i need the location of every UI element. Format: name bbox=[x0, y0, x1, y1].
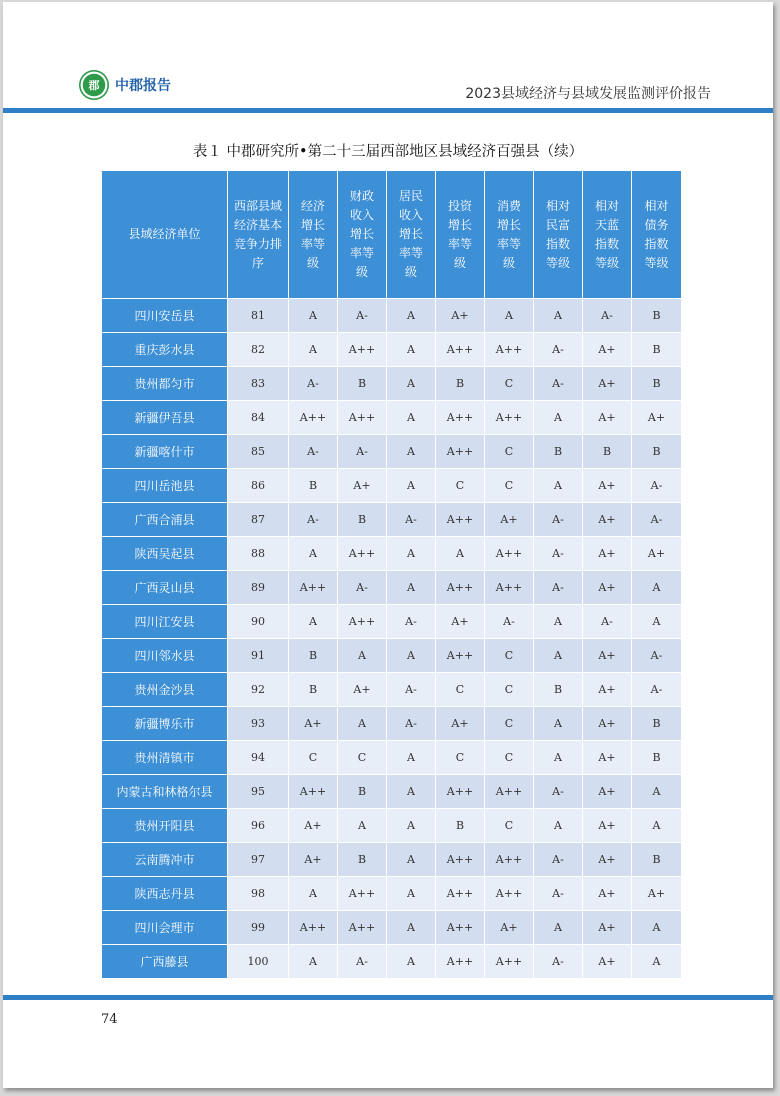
grade-cell: A bbox=[387, 299, 436, 333]
grade-cell: A bbox=[289, 537, 338, 571]
column-header: 财政收入增长率等级 bbox=[338, 171, 387, 299]
grade-cell: C bbox=[289, 741, 338, 775]
grade-cell: A bbox=[289, 605, 338, 639]
grade-cell: A++ bbox=[289, 401, 338, 435]
grade-cell: A+ bbox=[583, 639, 632, 673]
column-header: 相对天蓝指数等级 bbox=[583, 171, 632, 299]
grade-cell: A++ bbox=[485, 775, 534, 809]
grade-cell: B bbox=[534, 435, 583, 469]
grade-cell: A- bbox=[534, 945, 583, 979]
grade-cell: A++ bbox=[338, 877, 387, 911]
grade-cell: A+ bbox=[583, 469, 632, 503]
grade-cell: A bbox=[534, 605, 583, 639]
grade-cell: A++ bbox=[436, 571, 485, 605]
county-name-cell: 四川安岳县 bbox=[102, 299, 228, 333]
grade-cell: A- bbox=[338, 435, 387, 469]
grade-cell: A+ bbox=[583, 809, 632, 843]
table-row bbox=[102, 333, 682, 367]
grade-cell: A- bbox=[632, 639, 682, 673]
grade-cell: A bbox=[387, 775, 436, 809]
column-header: 县域经济单位 bbox=[102, 171, 228, 299]
rank-cell: 84 bbox=[228, 401, 289, 435]
grade-cell: C bbox=[485, 367, 534, 401]
grade-cell: A bbox=[534, 469, 583, 503]
county-name-cell: 广西合浦县 bbox=[102, 503, 228, 537]
grade-cell: A bbox=[632, 809, 682, 843]
grade-cell: A- bbox=[338, 571, 387, 605]
table-body bbox=[102, 299, 682, 979]
rank-cell: 87 bbox=[228, 503, 289, 537]
rank-cell: 88 bbox=[228, 537, 289, 571]
county-name-cell: 贵州清镇市 bbox=[102, 741, 228, 775]
grade-cell: B bbox=[534, 673, 583, 707]
grade-cell: A++ bbox=[436, 503, 485, 537]
rank-cell: 95 bbox=[228, 775, 289, 809]
grade-cell: A- bbox=[534, 537, 583, 571]
table-row bbox=[102, 809, 682, 843]
county-name-cell: 新疆博乐市 bbox=[102, 707, 228, 741]
county-name-cell: 陕西吴起县 bbox=[102, 537, 228, 571]
grade-cell: A+ bbox=[632, 537, 682, 571]
grade-cell: A+ bbox=[583, 673, 632, 707]
grade-cell: A bbox=[289, 945, 338, 979]
grade-cell: A+ bbox=[583, 911, 632, 945]
logo-seal-char: 郡 bbox=[88, 79, 100, 92]
page-number: 74 bbox=[101, 1012, 118, 1027]
county-name-cell: 陕西志丹县 bbox=[102, 877, 228, 911]
report-page bbox=[3, 2, 773, 1088]
grade-cell: C bbox=[338, 741, 387, 775]
grade-cell: A+ bbox=[632, 877, 682, 911]
grade-cell: B bbox=[338, 367, 387, 401]
table-header-row bbox=[102, 171, 682, 299]
grade-cell: A- bbox=[632, 469, 682, 503]
grade-cell: A- bbox=[485, 605, 534, 639]
grade-cell: A- bbox=[289, 367, 338, 401]
grade-cell: A++ bbox=[436, 435, 485, 469]
table-row bbox=[102, 877, 682, 911]
table-row bbox=[102, 469, 682, 503]
grade-cell: A++ bbox=[338, 537, 387, 571]
grade-cell: A- bbox=[534, 333, 583, 367]
grade-cell: A++ bbox=[485, 877, 534, 911]
grade-cell: A bbox=[632, 571, 682, 605]
grade-cell: A++ bbox=[436, 911, 485, 945]
grade-cell: A+ bbox=[583, 537, 632, 571]
grade-cell: B bbox=[338, 843, 387, 877]
grade-cell: A bbox=[534, 809, 583, 843]
grade-cell: A+ bbox=[338, 673, 387, 707]
grade-cell: A bbox=[387, 435, 436, 469]
table-row bbox=[102, 503, 682, 537]
grade-cell: A+ bbox=[583, 401, 632, 435]
report-header-title: 2023县域经济与县域发展监测评价报告 bbox=[465, 86, 711, 102]
grade-cell: A++ bbox=[338, 401, 387, 435]
grade-cell: A bbox=[289, 877, 338, 911]
grade-cell: A++ bbox=[289, 911, 338, 945]
grade-cell: A++ bbox=[436, 401, 485, 435]
table-row bbox=[102, 775, 682, 809]
grade-cell: A bbox=[534, 401, 583, 435]
grade-cell: A bbox=[534, 639, 583, 673]
grade-cell: A- bbox=[387, 673, 436, 707]
grade-cell: A+ bbox=[289, 843, 338, 877]
grade-cell: A+ bbox=[583, 741, 632, 775]
grade-cell: A++ bbox=[338, 605, 387, 639]
grade-cell: A+ bbox=[583, 571, 632, 605]
county-name-cell: 新疆喀什市 bbox=[102, 435, 228, 469]
grade-cell: A++ bbox=[485, 333, 534, 367]
rank-cell: 91 bbox=[228, 639, 289, 673]
grade-cell: A++ bbox=[485, 571, 534, 605]
grade-cell: C bbox=[485, 435, 534, 469]
grade-cell: B bbox=[583, 435, 632, 469]
grade-cell: A+ bbox=[583, 503, 632, 537]
county-name-cell: 四川邻水县 bbox=[102, 639, 228, 673]
rank-cell: 98 bbox=[228, 877, 289, 911]
grade-cell: A- bbox=[534, 775, 583, 809]
grade-cell: C bbox=[485, 707, 534, 741]
table-row bbox=[102, 571, 682, 605]
county-name-cell: 新疆伊吾县 bbox=[102, 401, 228, 435]
grade-cell: A++ bbox=[485, 843, 534, 877]
grade-cell: A bbox=[632, 775, 682, 809]
grade-cell: A++ bbox=[485, 401, 534, 435]
column-header: 经济增长率等级 bbox=[289, 171, 338, 299]
grade-cell: A- bbox=[387, 707, 436, 741]
county-name-cell: 四川会理市 bbox=[102, 911, 228, 945]
grade-cell: A bbox=[387, 401, 436, 435]
grade-cell: A bbox=[338, 639, 387, 673]
grade-cell: A+ bbox=[436, 299, 485, 333]
rank-cell: 100 bbox=[228, 945, 289, 979]
county-name-cell: 云南腾冲市 bbox=[102, 843, 228, 877]
grade-cell: A bbox=[387, 945, 436, 979]
rank-cell: 81 bbox=[228, 299, 289, 333]
grade-cell: A+ bbox=[583, 843, 632, 877]
rank-cell: 99 bbox=[228, 911, 289, 945]
grade-cell: A+ bbox=[436, 605, 485, 639]
table-row bbox=[102, 707, 682, 741]
grade-cell: A- bbox=[583, 299, 632, 333]
grade-cell: A- bbox=[534, 877, 583, 911]
county-name-cell: 四川江安县 bbox=[102, 605, 228, 639]
grade-cell: A- bbox=[387, 605, 436, 639]
grade-cell: A++ bbox=[338, 333, 387, 367]
column-header: 居民收入增长率等级 bbox=[387, 171, 436, 299]
grade-cell: A- bbox=[289, 503, 338, 537]
table-row bbox=[102, 911, 682, 945]
grade-cell: A bbox=[534, 707, 583, 741]
footer-divider bbox=[3, 995, 773, 1000]
county-name-cell: 贵州金沙县 bbox=[102, 673, 228, 707]
grade-cell: C bbox=[436, 673, 485, 707]
table-row bbox=[102, 741, 682, 775]
grade-cell: A+ bbox=[583, 877, 632, 911]
grade-cell: A bbox=[534, 299, 583, 333]
grade-cell: A++ bbox=[436, 639, 485, 673]
grade-cell: A+ bbox=[485, 503, 534, 537]
county-name-cell: 内蒙古和林格尔县 bbox=[102, 775, 228, 809]
grade-cell: A bbox=[338, 809, 387, 843]
grade-cell: A bbox=[485, 299, 534, 333]
logo-name: 中郡报告 bbox=[115, 78, 171, 94]
grade-cell: A+ bbox=[338, 469, 387, 503]
grade-cell: A+ bbox=[583, 945, 632, 979]
table-row bbox=[102, 401, 682, 435]
rank-cell: 89 bbox=[228, 571, 289, 605]
grade-cell: A bbox=[632, 911, 682, 945]
grade-cell: B bbox=[632, 435, 682, 469]
table-row bbox=[102, 299, 682, 333]
grade-cell: A- bbox=[387, 503, 436, 537]
column-header: 相对民富指数等级 bbox=[534, 171, 583, 299]
grade-cell: A bbox=[387, 741, 436, 775]
rank-cell: 82 bbox=[228, 333, 289, 367]
grade-cell: A+ bbox=[485, 911, 534, 945]
grade-cell: A+ bbox=[583, 367, 632, 401]
grade-cell: B bbox=[436, 367, 485, 401]
grade-cell: A++ bbox=[289, 571, 338, 605]
grade-cell: A++ bbox=[436, 843, 485, 877]
table-title: 表１ 中郡研究所•第二十三届西部地区县域经济百强县（续） bbox=[192, 144, 584, 160]
grade-cell: A bbox=[387, 537, 436, 571]
grade-cell: A bbox=[387, 571, 436, 605]
grade-cell: A+ bbox=[289, 707, 338, 741]
grade-cell: B bbox=[338, 775, 387, 809]
grade-cell: C bbox=[485, 639, 534, 673]
rank-cell: 85 bbox=[228, 435, 289, 469]
county-name-cell: 广西藤县 bbox=[102, 945, 228, 979]
county-ranking-table bbox=[101, 170, 682, 979]
grade-cell: A+ bbox=[289, 809, 338, 843]
header-divider bbox=[3, 108, 773, 113]
grade-cell: A++ bbox=[436, 775, 485, 809]
rank-cell: 86 bbox=[228, 469, 289, 503]
table-row bbox=[102, 435, 682, 469]
grade-cell: C bbox=[485, 673, 534, 707]
grade-cell: A++ bbox=[485, 945, 534, 979]
grade-cell: C bbox=[485, 809, 534, 843]
grade-cell: A+ bbox=[583, 707, 632, 741]
grade-cell: A bbox=[387, 639, 436, 673]
county-name-cell: 广西灵山县 bbox=[102, 571, 228, 605]
grade-cell: A bbox=[534, 741, 583, 775]
grade-cell: B bbox=[632, 333, 682, 367]
column-header: 相对债务指数等级 bbox=[632, 171, 682, 299]
grade-cell: B bbox=[289, 469, 338, 503]
rank-cell: 92 bbox=[228, 673, 289, 707]
grade-cell: A bbox=[338, 707, 387, 741]
grade-cell: A bbox=[387, 367, 436, 401]
county-name-cell: 重庆彭水县 bbox=[102, 333, 228, 367]
grade-cell: B bbox=[436, 809, 485, 843]
rank-cell: 83 bbox=[228, 367, 289, 401]
grade-cell: A bbox=[632, 945, 682, 979]
grade-cell: B bbox=[289, 639, 338, 673]
column-header: 投资增长率等级 bbox=[436, 171, 485, 299]
county-name-cell: 贵州开阳县 bbox=[102, 809, 228, 843]
grade-cell: A- bbox=[534, 843, 583, 877]
grade-cell: A- bbox=[583, 605, 632, 639]
grade-cell: C bbox=[485, 741, 534, 775]
grade-cell: A+ bbox=[583, 333, 632, 367]
grade-cell: A+ bbox=[436, 707, 485, 741]
grade-cell: A++ bbox=[436, 945, 485, 979]
table-row bbox=[102, 537, 682, 571]
grade-cell: B bbox=[632, 843, 682, 877]
grade-cell: C bbox=[436, 469, 485, 503]
grade-cell: A- bbox=[534, 571, 583, 605]
rank-cell: 97 bbox=[228, 843, 289, 877]
grade-cell: A- bbox=[338, 299, 387, 333]
grade-cell: A bbox=[387, 469, 436, 503]
grade-cell: B bbox=[632, 367, 682, 401]
table-row bbox=[102, 843, 682, 877]
grade-cell: C bbox=[436, 741, 485, 775]
table-row bbox=[102, 367, 682, 401]
grade-cell: A- bbox=[338, 945, 387, 979]
grade-cell: A+ bbox=[583, 775, 632, 809]
grade-cell: A- bbox=[534, 367, 583, 401]
rank-cell: 90 bbox=[228, 605, 289, 639]
grade-cell: A+ bbox=[632, 401, 682, 435]
table-row bbox=[102, 605, 682, 639]
grade-cell: A- bbox=[534, 503, 583, 537]
column-header: 西部县域经济基本竞争力排序 bbox=[228, 171, 289, 299]
grade-cell: A bbox=[289, 299, 338, 333]
grade-cell: A- bbox=[289, 435, 338, 469]
grade-cell: B bbox=[338, 503, 387, 537]
county-name-cell: 贵州都匀市 bbox=[102, 367, 228, 401]
column-header: 消费增长率等级 bbox=[485, 171, 534, 299]
grade-cell: A bbox=[436, 537, 485, 571]
grade-cell: B bbox=[632, 707, 682, 741]
grade-cell: A++ bbox=[338, 911, 387, 945]
zhongjun-seal-icon bbox=[79, 70, 109, 100]
grade-cell: A bbox=[387, 843, 436, 877]
grade-cell: A bbox=[289, 333, 338, 367]
grade-cell: B bbox=[632, 299, 682, 333]
grade-cell: A++ bbox=[289, 775, 338, 809]
zhongjun-logo bbox=[79, 70, 171, 100]
table-row bbox=[102, 639, 682, 673]
table-row bbox=[102, 945, 682, 979]
grade-cell: A bbox=[632, 605, 682, 639]
grade-cell: A- bbox=[632, 673, 682, 707]
table-row bbox=[102, 673, 682, 707]
grade-cell: C bbox=[485, 469, 534, 503]
grade-cell: A bbox=[387, 809, 436, 843]
grade-cell: A++ bbox=[436, 877, 485, 911]
county-name-cell: 四川岳池县 bbox=[102, 469, 228, 503]
grade-cell: A bbox=[387, 877, 436, 911]
grade-cell: B bbox=[289, 673, 338, 707]
rank-cell: 96 bbox=[228, 809, 289, 843]
grade-cell: B bbox=[632, 741, 682, 775]
grade-cell: A++ bbox=[485, 537, 534, 571]
rank-cell: 93 bbox=[228, 707, 289, 741]
rank-cell: 94 bbox=[228, 741, 289, 775]
grade-cell: A- bbox=[632, 503, 682, 537]
grade-cell: A bbox=[534, 911, 583, 945]
grade-cell: A++ bbox=[436, 333, 485, 367]
grade-cell: A bbox=[387, 911, 436, 945]
grade-cell: A bbox=[387, 333, 436, 367]
